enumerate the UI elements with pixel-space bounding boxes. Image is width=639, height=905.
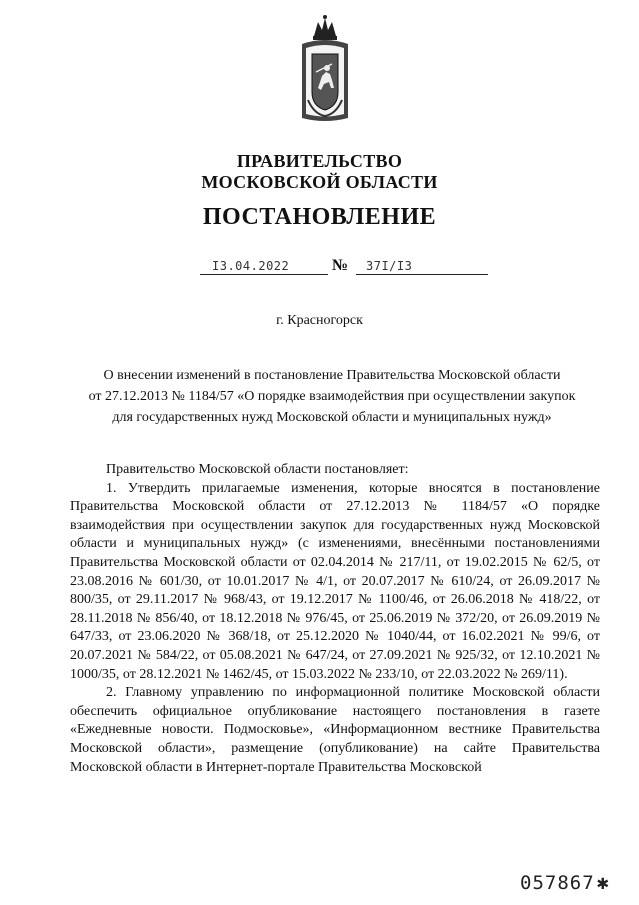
org-name-line1: ПРАВИТЕЛЬСТВО: [236, 151, 403, 171]
item-2-paragraph: 2. Главному управлению по информационной политике Московской области обеспечить официальное опубликование настоящего постановления в газете «Ежедневные новости. Подмосковье», «Информационном вестнике Правительства Московской области», размещение (опубликование) на сайте Правительства Московской области в Интернет-портале Правительства Московской: [70, 685, 600, 775]
document-type: ПОСТАНОВЛЕНИЕ: [202, 204, 437, 230]
asterisk-icon: ✱: [596, 870, 610, 894]
org-name-line2: МОСКОВСКОЙ ОБЛАСТИ: [201, 172, 438, 192]
number-sign: №: [332, 257, 349, 274]
serial-number: [520, 870, 610, 894]
subject-line: для государственных нужд Московской области и муниципальных нужд»: [112, 410, 552, 425]
document-date: I3.04.2022: [212, 259, 290, 273]
subject-line: от 27.12.2013 № 1184/57 «О порядке взаимодействия при осуществлении закупок: [88, 389, 576, 404]
intro-paragraph: Правительство Московской области постановляет:: [106, 462, 409, 477]
subject-line: О внесении изменений в постановление Правительства Московской области: [103, 368, 561, 383]
date-field: [200, 258, 328, 275]
document-body: [70, 461, 600, 777]
document-subject: [80, 365, 584, 428]
coat-of-arms-icon: [296, 14, 354, 126]
city: г. Красногорск: [276, 313, 363, 328]
document-number: 37I/I3: [366, 259, 413, 273]
item-1-paragraph: 1. Утвердить прилагаемые изменения, которые вносятся в постановление Правительства Московской области от 27.12.2013 № 1184/57 «О порядке взаимодействия при осуществлении закупок для государственных нужд Московской области и муниципальных нужд» (с изменениями, внесёнными постановлениями Правительства Московской области от 02.04.2014 № 217/11, от 19.02.2015 № 62/5, от 23.08.2016 № 601/30, от 10.01.2017 № 4/1, от 20.07.2017 № 610/24, от 26.09.2017 № 800/35, от 29.11.2017 № 968/43, от 19.12.2017 № 1100/46, от 26.06.2018 № 418/22, от 28.11.2018 № 856/40, от 18.12.2018 № 976/45, от 25.06.2019 № 372/20, от 26.09.2019 № 647/33, от 23.06.2020 № 368/18, от 25.12.2020 № 1040/44, от 16.02.2021 № 99/6, от 20.07.2021 № 584/22, от 05.08.2021 № 647/24, от 27.09.2021 № 925/32, от 12.10.2021 № 1000/35, от 28.12.2021 № 1462/45, от 15.03.2022 № 233/10, от 22.03.2022 № 269/11).: [70, 480, 600, 682]
number-field: [356, 258, 488, 275]
serial-number-value: 057867: [520, 872, 595, 894]
